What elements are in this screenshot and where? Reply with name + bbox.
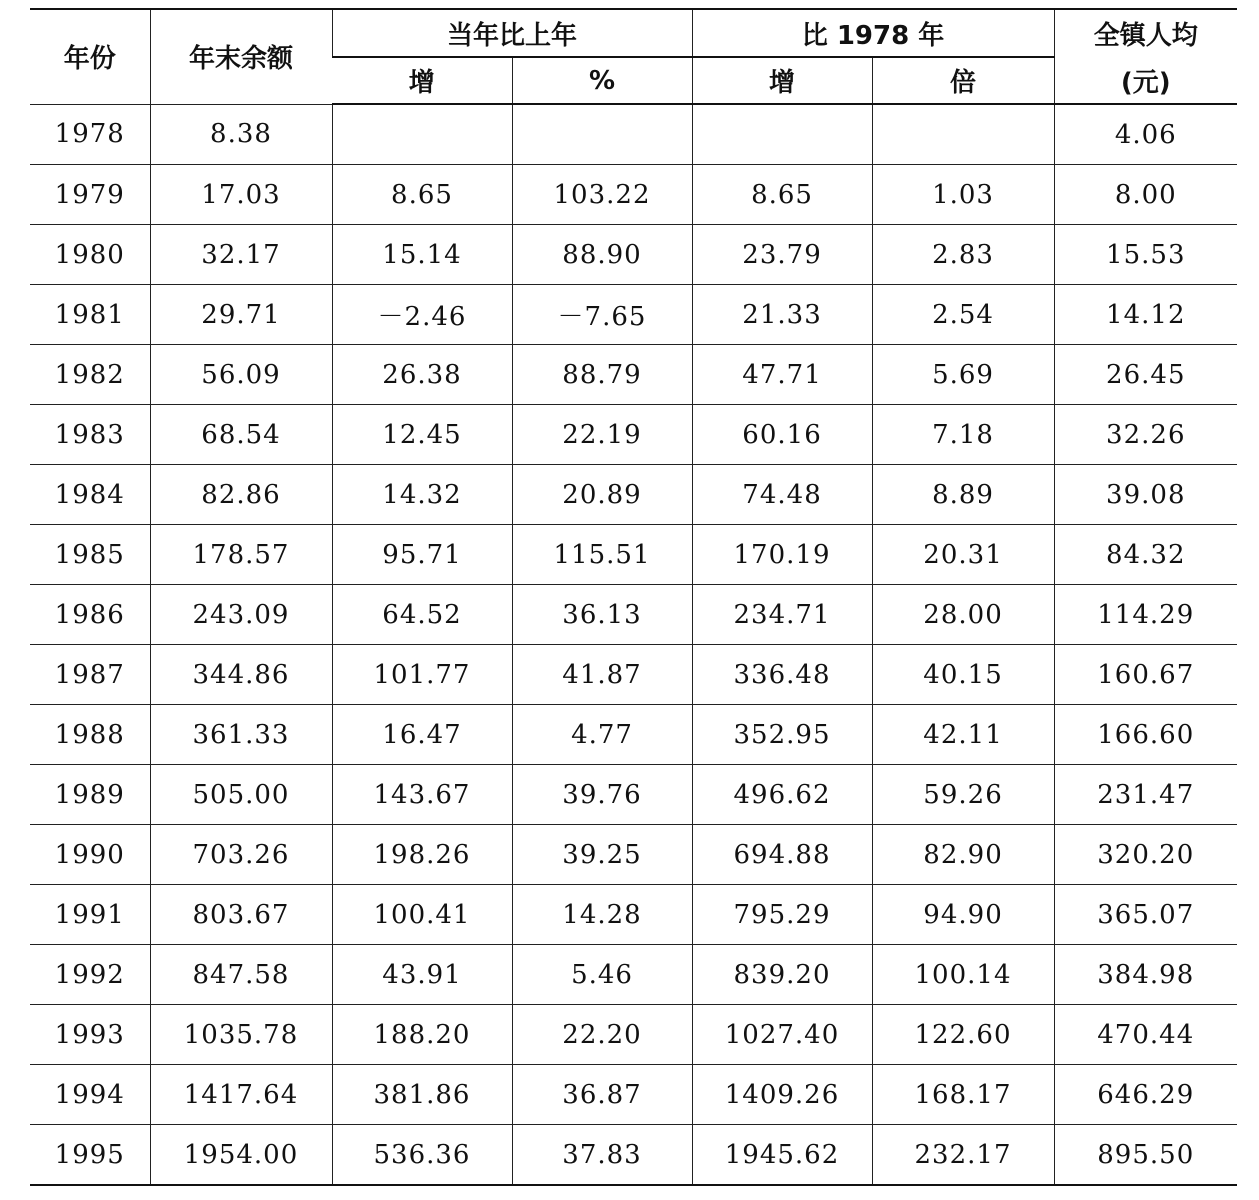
cell-multiple: 168.17 (872, 1065, 1054, 1125)
cell-percent: 39.76 (512, 765, 692, 825)
cell-increase-1978: 74.48 (692, 465, 872, 525)
table-row (30, 285, 1237, 345)
cell-year: 1983 (30, 405, 150, 465)
table-row (30, 525, 1237, 585)
cell-increase: 14.32 (332, 465, 512, 525)
cell-increase: 536.36 (332, 1125, 512, 1186)
cell-year: 1979 (30, 165, 150, 225)
table-row (30, 945, 1237, 1005)
cell-percent: 4.77 (512, 705, 692, 765)
cell-balance: 243.09 (150, 585, 332, 645)
cell-year: 1988 (30, 705, 150, 765)
cell-per-capita: 646.29 (1054, 1065, 1237, 1125)
cell-balance: 361.33 (150, 705, 332, 765)
cell-per-capita: 231.47 (1054, 765, 1237, 825)
header-per-capita-unit: (元) (1054, 57, 1237, 104)
cell-multiple (872, 104, 1054, 165)
cell-balance: 68.54 (150, 405, 332, 465)
cell-year: 1978 (30, 104, 150, 165)
cell-balance: 29.71 (150, 285, 332, 345)
table-row (30, 405, 1237, 465)
cell-percent: 88.90 (512, 225, 692, 285)
cell-percent: 103.22 (512, 165, 692, 225)
cell-increase: 16.47 (332, 705, 512, 765)
cell-percent: 22.20 (512, 1005, 692, 1065)
table-row (30, 825, 1237, 885)
cell-multiple: 42.11 (872, 705, 1054, 765)
cell-year: 1991 (30, 885, 150, 945)
cell-year: 1990 (30, 825, 150, 885)
cell-percent: －7.65 (512, 285, 692, 345)
header-per-capita: 全镇人均 (1054, 9, 1237, 57)
cell-balance: 178.57 (150, 525, 332, 585)
cell-year: 1995 (30, 1125, 150, 1186)
cell-increase-1978: 170.19 (692, 525, 872, 585)
header-increase-1978: 增 (692, 57, 872, 104)
header-percent: % (512, 57, 692, 104)
cell-percent: 88.79 (512, 345, 692, 405)
data-table-container (30, 8, 1237, 1186)
cell-increase-1978: 795.29 (692, 885, 872, 945)
cell-year: 1985 (30, 525, 150, 585)
cell-per-capita: 14.12 (1054, 285, 1237, 345)
cell-multiple: 28.00 (872, 585, 1054, 645)
cell-multiple: 5.69 (872, 345, 1054, 405)
cell-increase-1978: 352.95 (692, 705, 872, 765)
table-row (30, 765, 1237, 825)
cell-per-capita: 84.32 (1054, 525, 1237, 585)
cell-per-capita: 32.26 (1054, 405, 1237, 465)
cell-percent: 41.87 (512, 645, 692, 705)
cell-increase: 381.86 (332, 1065, 512, 1125)
cell-multiple: 8.89 (872, 465, 1054, 525)
cell-increase: 15.14 (332, 225, 512, 285)
cell-percent (512, 104, 692, 165)
cell-increase-1978: 496.62 (692, 765, 872, 825)
cell-balance: 8.38 (150, 104, 332, 165)
cell-year: 1987 (30, 645, 150, 705)
cell-increase-1978: 1945.62 (692, 1125, 872, 1186)
cell-increase-1978: 1409.26 (692, 1065, 872, 1125)
savings-table (30, 8, 1237, 1186)
cell-balance: 803.67 (150, 885, 332, 945)
cell-balance: 703.26 (150, 825, 332, 885)
cell-percent: 36.13 (512, 585, 692, 645)
cell-multiple: 1.03 (872, 165, 1054, 225)
table-row (30, 165, 1237, 225)
header-year: 年份 (30, 9, 150, 104)
cell-increase: 198.26 (332, 825, 512, 885)
cell-per-capita: 4.06 (1054, 104, 1237, 165)
cell-increase-1978: 47.71 (692, 345, 872, 405)
header-balance: 年末余额 (150, 9, 332, 104)
cell-balance: 1035.78 (150, 1005, 332, 1065)
cell-multiple: 2.83 (872, 225, 1054, 285)
cell-year: 1982 (30, 345, 150, 405)
cell-percent: 39.25 (512, 825, 692, 885)
cell-increase: 12.45 (332, 405, 512, 465)
cell-per-capita: 320.20 (1054, 825, 1237, 885)
cell-balance: 17.03 (150, 165, 332, 225)
cell-increase: 188.20 (332, 1005, 512, 1065)
cell-percent: 14.28 (512, 885, 692, 945)
cell-balance: 847.58 (150, 945, 332, 1005)
cell-increase-1978: 694.88 (692, 825, 872, 885)
cell-increase-1978 (692, 104, 872, 165)
cell-multiple: 40.15 (872, 645, 1054, 705)
cell-increase-1978: 60.16 (692, 405, 872, 465)
cell-increase (332, 104, 512, 165)
cell-balance: 1954.00 (150, 1125, 332, 1186)
cell-increase-1978: 1027.40 (692, 1005, 872, 1065)
cell-per-capita: 384.98 (1054, 945, 1237, 1005)
cell-balance: 32.17 (150, 225, 332, 285)
table-row (30, 705, 1237, 765)
cell-per-capita: 8.00 (1054, 165, 1237, 225)
cell-year: 1981 (30, 285, 150, 345)
cell-increase-1978: 336.48 (692, 645, 872, 705)
table-row (30, 645, 1237, 705)
cell-year: 1986 (30, 585, 150, 645)
table-header (30, 9, 1237, 104)
table-row (30, 585, 1237, 645)
cell-year: 1994 (30, 1065, 150, 1125)
cell-percent: 37.83 (512, 1125, 692, 1186)
cell-increase: 8.65 (332, 165, 512, 225)
cell-per-capita: 166.60 (1054, 705, 1237, 765)
cell-balance: 1417.64 (150, 1065, 332, 1125)
table-row (30, 1125, 1237, 1186)
table-row (30, 1005, 1237, 1065)
cell-increase: 95.71 (332, 525, 512, 585)
cell-per-capita: 895.50 (1054, 1125, 1237, 1186)
table-row (30, 225, 1237, 285)
header-increase: 增 (332, 57, 512, 104)
cell-multiple: 2.54 (872, 285, 1054, 345)
table-body (30, 104, 1237, 1185)
cell-balance: 56.09 (150, 345, 332, 405)
cell-multiple: 232.17 (872, 1125, 1054, 1186)
table-row (30, 1065, 1237, 1125)
header-multiple: 倍 (872, 57, 1054, 104)
cell-increase: 143.67 (332, 765, 512, 825)
cell-multiple: 82.90 (872, 825, 1054, 885)
cell-per-capita: 15.53 (1054, 225, 1237, 285)
cell-year: 1992 (30, 945, 150, 1005)
cell-per-capita: 365.07 (1054, 885, 1237, 945)
cell-multiple: 7.18 (872, 405, 1054, 465)
table-row (30, 345, 1237, 405)
cell-increase-1978: 839.20 (692, 945, 872, 1005)
header-vs-prev-year: 当年比上年 (332, 9, 692, 57)
cell-multiple: 59.26 (872, 765, 1054, 825)
cell-year: 1993 (30, 1005, 150, 1065)
cell-year: 1984 (30, 465, 150, 525)
cell-balance: 505.00 (150, 765, 332, 825)
cell-balance: 82.86 (150, 465, 332, 525)
cell-year: 1980 (30, 225, 150, 285)
cell-increase: 43.91 (332, 945, 512, 1005)
cell-multiple: 94.90 (872, 885, 1054, 945)
cell-increase: 26.38 (332, 345, 512, 405)
cell-year: 1989 (30, 765, 150, 825)
cell-percent: 36.87 (512, 1065, 692, 1125)
cell-multiple: 122.60 (872, 1005, 1054, 1065)
cell-balance: 344.86 (150, 645, 332, 705)
cell-increase-1978: 8.65 (692, 165, 872, 225)
cell-increase: －2.46 (332, 285, 512, 345)
cell-increase: 101.77 (332, 645, 512, 705)
header-vs-1978: 比 1978 年 (692, 9, 1054, 57)
cell-increase-1978: 21.33 (692, 285, 872, 345)
cell-increase-1978: 23.79 (692, 225, 872, 285)
cell-per-capita: 39.08 (1054, 465, 1237, 525)
cell-percent: 22.19 (512, 405, 692, 465)
cell-per-capita: 160.67 (1054, 645, 1237, 705)
cell-percent: 5.46 (512, 945, 692, 1005)
cell-per-capita: 26.45 (1054, 345, 1237, 405)
cell-per-capita: 114.29 (1054, 585, 1237, 645)
cell-percent: 20.89 (512, 465, 692, 525)
cell-increase: 100.41 (332, 885, 512, 945)
table-row (30, 465, 1237, 525)
cell-multiple: 100.14 (872, 945, 1054, 1005)
cell-multiple: 20.31 (872, 525, 1054, 585)
cell-per-capita: 470.44 (1054, 1005, 1237, 1065)
table-row (30, 104, 1237, 165)
cell-percent: 115.51 (512, 525, 692, 585)
table-row (30, 885, 1237, 945)
cell-increase: 64.52 (332, 585, 512, 645)
cell-increase-1978: 234.71 (692, 585, 872, 645)
